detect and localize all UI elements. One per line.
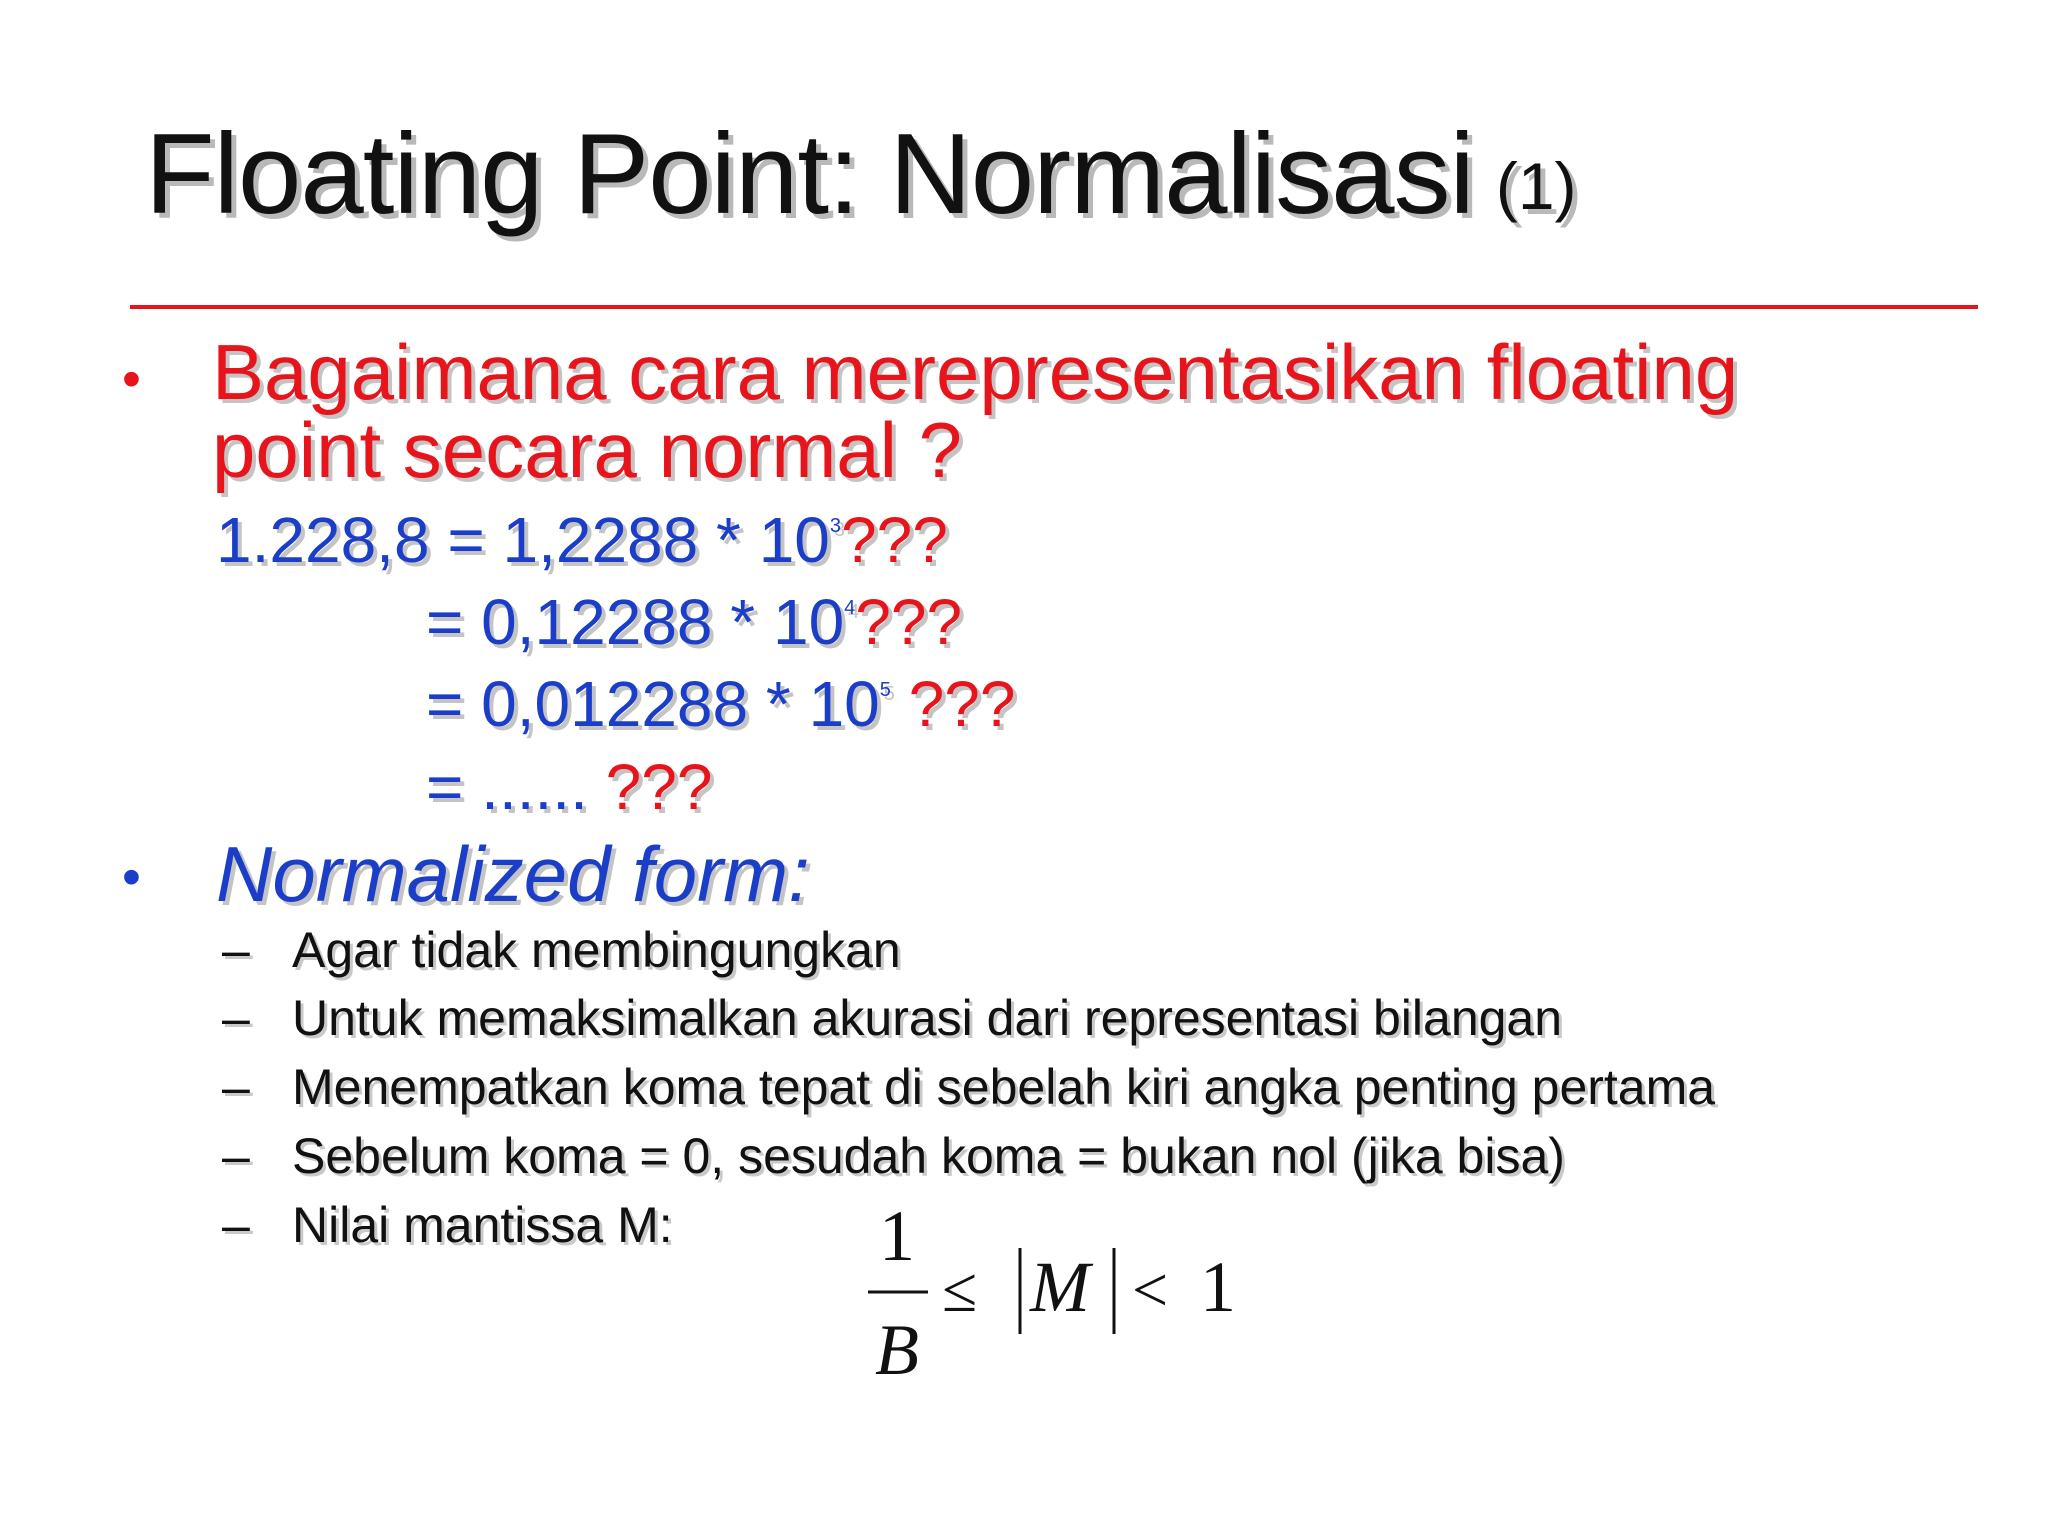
dash-marker: – (222, 1197, 250, 1253)
equation-line-1 (216, 504, 948, 576)
sub-item (222, 1059, 1716, 1115)
equation-2-exponent: 4 (844, 597, 856, 619)
equation-4-lhs: = ...... (426, 751, 588, 823)
dash-marker: – (222, 990, 250, 1046)
upper-bound: 1 (1200, 1247, 1236, 1327)
equation-line-3 (426, 668, 1016, 740)
sub-item (222, 1197, 673, 1253)
lt-symbol: < (1132, 1254, 1169, 1325)
leq-symbol: ≤ (942, 1254, 978, 1325)
normalized-form-heading: Normalized form: (216, 830, 810, 918)
title-divider (130, 305, 1978, 309)
slide-title (145, 111, 1577, 238)
sub-item-text: Sebelum koma = 0, sesudah koma = bukan nol (jika bisa) (292, 1128, 1565, 1184)
sub-item (222, 1128, 1565, 1184)
equation-3-exponent: 5 (879, 679, 891, 701)
title-main: Floating Point: Normalisasi (145, 111, 1474, 238)
fraction-denominator: B (875, 1310, 919, 1386)
sub-item (222, 922, 901, 978)
mantissa-inequality (850, 1196, 1270, 1386)
equation-line-2 (426, 586, 963, 658)
sub-item-text: Nilai mantissa M: (292, 1197, 673, 1253)
equation-1-exponent: 3 (829, 515, 841, 537)
bullet-marker-normalized: • (122, 847, 141, 907)
dash-marker: – (222, 1059, 250, 1115)
equation-3-lhs: = 0,012288 * 10 (426, 668, 880, 740)
equation-line-4 (426, 751, 713, 823)
dash-marker: – (222, 922, 250, 978)
dash-marker: – (222, 1128, 250, 1184)
question-text: Bagaimana cara merepresentasikan floating point secara normal ? (212, 328, 1739, 494)
equation-2-question-marks: ??? (855, 586, 963, 658)
sub-item-text: Agar tidak membingungkan (292, 922, 901, 978)
bullet-marker-question: • (122, 349, 141, 409)
sub-item (222, 990, 1563, 1046)
sub-item-text: Menempatkan koma tepat di sebelah kiri angka penting pertama (292, 1059, 1716, 1115)
equation-2-lhs: = 0,12288 * 10 (426, 586, 845, 658)
title-suffix: (1) (1495, 149, 1577, 223)
equation-3-question-marks: ??? (908, 668, 1016, 740)
variable-m: M (1030, 1247, 1090, 1327)
sub-item-text: Untuk memaksimalkan akurasi dari representasi bilangan (292, 990, 1563, 1046)
equation-1-lhs: 1.228,8 = 1,2288 * 10 (216, 504, 830, 576)
equation-1-question-marks: ??? (841, 504, 948, 576)
equation-4-question-marks: ??? (605, 751, 713, 823)
fraction-numerator: 1 (879, 1196, 915, 1276)
